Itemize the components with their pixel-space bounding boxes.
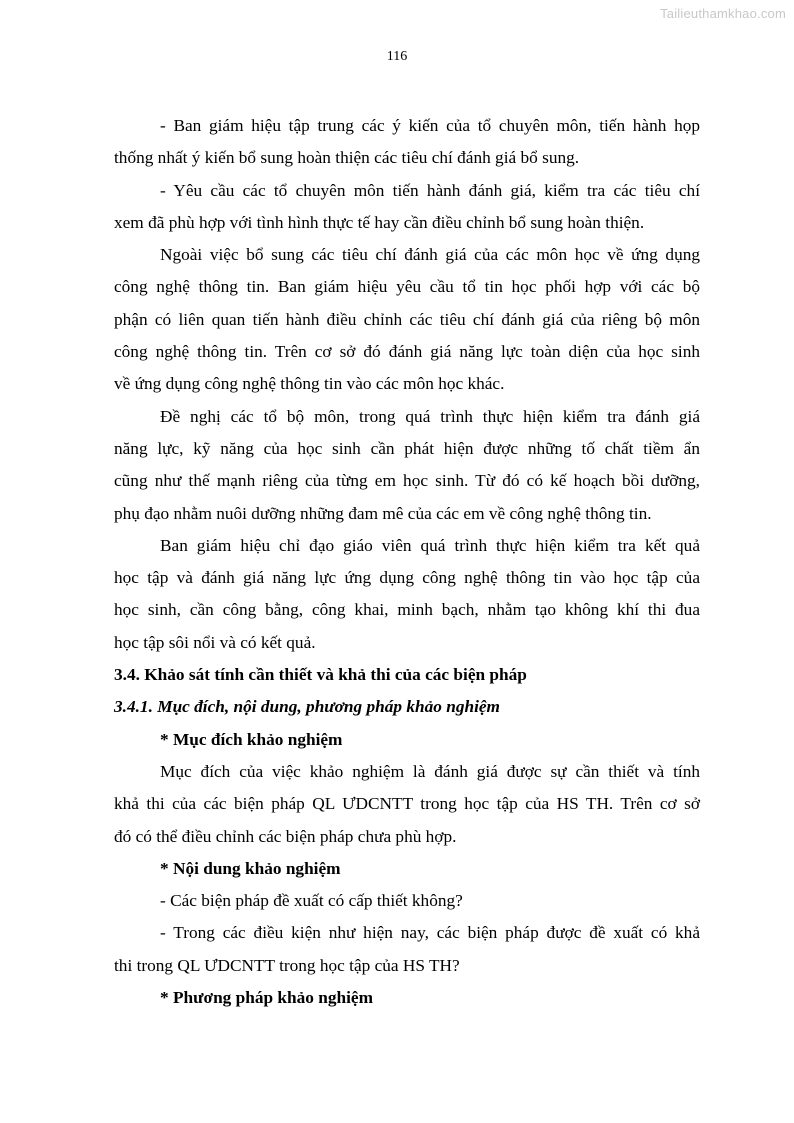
document-body bbox=[114, 110, 700, 1014]
text-line: công nghệ thông tin. Trên cơ sở đó đánh giá năng lực toàn diện của học sinh bbox=[114, 342, 700, 362]
text-line: đó có thể điều chỉnh các biện pháp chưa phù hợp. bbox=[114, 826, 457, 846]
subsection-heading: 3.4.1. Mục đích, nội dung, phương pháp khảo nghiệm bbox=[114, 697, 500, 717]
text-line: học sinh, cần công bằng, công khai, minh bạch, nhằm tạo không khí thi đua bbox=[114, 600, 700, 620]
subheading-noi-dung: * Nội dung khảo nghiệm bbox=[160, 858, 341, 878]
text-line: - Ban giám hiệu tập trung các ý kiến của tổ chuyên môn, tiến hành họp bbox=[160, 116, 700, 135]
text-line: công nghệ thông tin. Ban giám hiệu yêu cầu tổ tin học phối hợp với các bộ bbox=[114, 277, 700, 297]
text-line: thống nhất ý kiến bổ sung hoàn thiện các tiêu chí đánh giá bổ sung. bbox=[114, 148, 580, 168]
text-line: phụ đạo nhằm nuôi dưỡng những đam mê của các em về công nghệ thông tin. bbox=[114, 503, 652, 523]
text-line: - Trong các điều kiện như hiện nay, các biện pháp được đề xuất có khả bbox=[160, 923, 700, 943]
text-line: Mục đích của việc khảo nghiệm là đánh giá được sự cần thiết và tính bbox=[160, 761, 700, 781]
text-line: năng lực, kỹ năng của học sinh cần phát hiện được những tố chất tiềm ẩn bbox=[114, 438, 700, 458]
text-line: Ban giám hiệu chỉ đạo giáo viên quá trình thực hiện kiểm tra kết quả bbox=[160, 535, 700, 555]
text-line: học tập sôi nổi và có kết quả. bbox=[114, 632, 316, 652]
text-line: Ngoài việc bổ sung các tiêu chí đánh giá của các môn học về ứng dụng bbox=[160, 245, 700, 265]
text-line: cũng như thế mạnh riêng của từng em học sinh. Từ đó có kế hoạch bồi dưỡng, bbox=[114, 471, 700, 491]
subheading-phuong-phap: * Phương pháp khảo nghiệm bbox=[160, 988, 373, 1008]
text-line: - Yêu cầu các tổ chuyên môn tiến hành đánh giá, kiểm tra các tiêu chí bbox=[160, 180, 700, 200]
text-line: phận có liên quan tiến hành điều chỉnh các tiêu chí đánh giá của riêng bộ môn bbox=[114, 309, 700, 329]
text-line: thi trong QL ƯDCNTT trong học tập của HS TH? bbox=[114, 955, 460, 975]
page-number: 116 bbox=[386, 49, 408, 64]
text-line: khả thi của các biện pháp QL ƯDCNTT trong học tập của HS TH. Trên cơ sở bbox=[114, 794, 700, 814]
watermark: Tailieuthamkhao.com bbox=[660, 6, 786, 21]
text-line: Đề nghị các tổ bộ môn, trong quá trình thực hiện kiểm tra đánh giá bbox=[160, 406, 700, 426]
text-line: học tập và đánh giá năng lực ứng dụng công nghệ thông tin vào học tập của bbox=[114, 568, 700, 588]
section-heading: 3.4. Khảo sát tính cần thiết và khả thi của các biện pháp bbox=[114, 665, 527, 685]
text-line: xem đã phù hợp với tình hình thực tế hay cần điều chỉnh bổ sung hoàn thiện. bbox=[114, 212, 645, 232]
text-line: - Các biện pháp đề xuất có cấp thiết không? bbox=[160, 891, 463, 911]
subheading-muc-dich: * Mục đích khảo nghiệm bbox=[160, 729, 343, 749]
text-line: về ứng dụng công nghệ thông tin vào các môn học khác. bbox=[114, 374, 505, 394]
